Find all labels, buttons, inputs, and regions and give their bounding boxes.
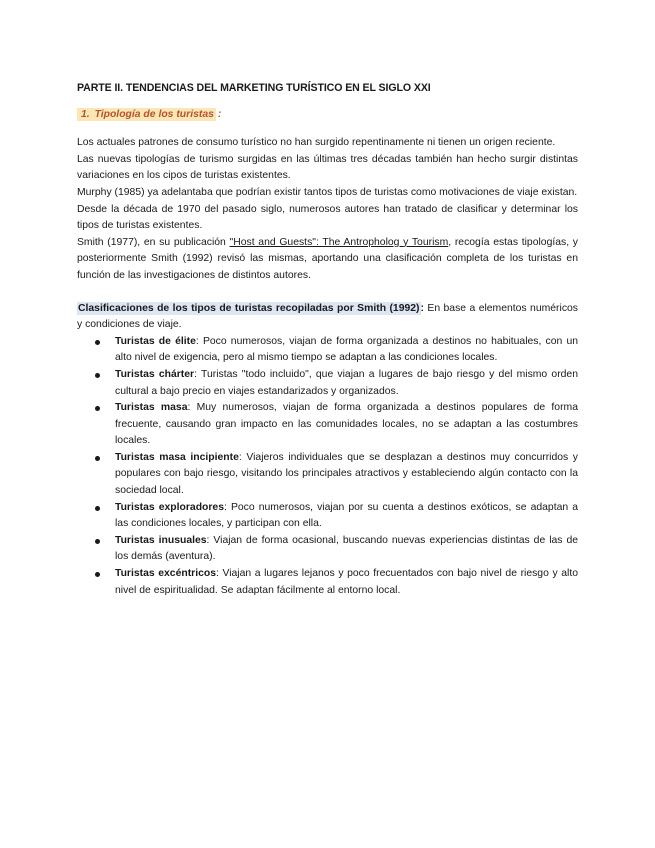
bullet-icon [95, 456, 100, 461]
type-name: Turistas inusuales [115, 534, 207, 546]
section-heading [77, 107, 578, 124]
classification-text: En base a elementos numéricos y condiciones de viaje. [77, 302, 578, 331]
section-colon: : [217, 108, 222, 120]
bullet-icon [95, 373, 100, 378]
type-name: Turistas masa incipiente [115, 451, 239, 463]
type-name: Turistas masa [115, 402, 188, 414]
bullet-icon [95, 572, 100, 577]
part-title: PARTE II. TENDENCIAS DEL MARKETING TURÍSTICO EN EL SIGLO XXI [77, 82, 431, 94]
type-name: Turistas chárter [115, 368, 195, 380]
type-description: : Poco numerosos, viajan de forma organizada a destinos no habituales, con un alto nivel de exigencia, pero al mismo tiempo se adaptan a las condiciones locales. [115, 335, 579, 364]
smith-text-after: , recogía estas tipologías, y posteriormente Smith (1992) revisó las mismas, aportando una clasificación completa de los turistas en función de las investigaciones de distintos autores. [77, 236, 579, 281]
classification-paragraph [77, 301, 578, 334]
list-item [95, 334, 578, 367]
paragraph-4: Desde la década de 1970 del pasado siglo, numerosos autores han tratado de clasificar y determinar los tipos de turistas existentes. [77, 203, 578, 232]
section-title: Tipología de los turistas [94, 108, 214, 120]
type-description: : Viajan a lugares lejanos y poco frecuentados con bajo nivel de riesgo y alto nivel de espiritualidad. Se adaptan fácilmente al entorno local. [115, 568, 578, 596]
list-item [95, 367, 578, 400]
section-number: 1. [81, 108, 90, 120]
section-heading-highlight [77, 108, 216, 121]
type-description: : Viajeros individuales que se desplazan a destinos muy concurridos y populares con bajo riesgo, visitando los principales atractivos y estableciendo algún contacto con la sociedad local. [115, 451, 578, 497]
type-name: Turistas exploradores [115, 501, 224, 513]
type-description: : Muy numerosos, viajan de forma organizada a destinos populares de forma frecuente, causando gran impacto en las comunidades locales, no se adaptan a las costumbres locales. [115, 402, 578, 447]
list-item [95, 400, 578, 450]
paragraph-smith [77, 235, 578, 285]
list-item [95, 450, 578, 500]
bullet-icon [95, 539, 100, 544]
bullet-icon [95, 340, 100, 345]
paragraph-1: Los actuales patrones de consumo turístico no han surgido repentinamente ni tienen un origen reciente. [77, 137, 556, 149]
classification-heading: Clasificaciones de los tipos de turistas recopiladas por Smith (1992) [78, 302, 420, 314]
bullet-icon [95, 506, 100, 511]
list-item [95, 566, 578, 599]
type-name: Turistas de élite [115, 335, 196, 347]
type-description: : Poco numerosos, viajan por su cuenta a destinos exóticos, se adaptan a las condiciones locales, y participan con ella. [115, 501, 578, 530]
spacer [77, 285, 578, 301]
type-name: Turistas excéntricos [115, 568, 216, 580]
type-description: : Turistas "todo incluido", que viajan a lugares de bajo riesgo y del mismo orden cultural a bajo precio en viajes estandarizados y organizados. [115, 368, 578, 397]
publication-title-link[interactable]: "Host and Guests": The Antropholog y Tourism [229, 236, 449, 248]
bullet-icon [95, 406, 100, 411]
classification-colon: : [420, 302, 424, 314]
document-body [77, 80, 578, 599]
paragraph-3: Murphy (1985) ya adelantaba que podrían existir tantos tipos de turistas como motivaciones de viaje existan. [77, 186, 578, 198]
paragraph-2: Las nuevas tipologías de turismo surgidas en las últimas tres décadas también han hecho surgir distintas variaciones en los cipos de turistas existentes. [77, 153, 578, 182]
list-item [95, 533, 578, 566]
tourist-types-list [77, 334, 578, 600]
smith-text-before: Smith (1977), en su publicación [77, 236, 230, 248]
type-description: : Viajan de forma ocasional, buscando nuevas experiencias distintas de las de los demás (aventura). [115, 534, 578, 563]
list-item [95, 500, 578, 533]
